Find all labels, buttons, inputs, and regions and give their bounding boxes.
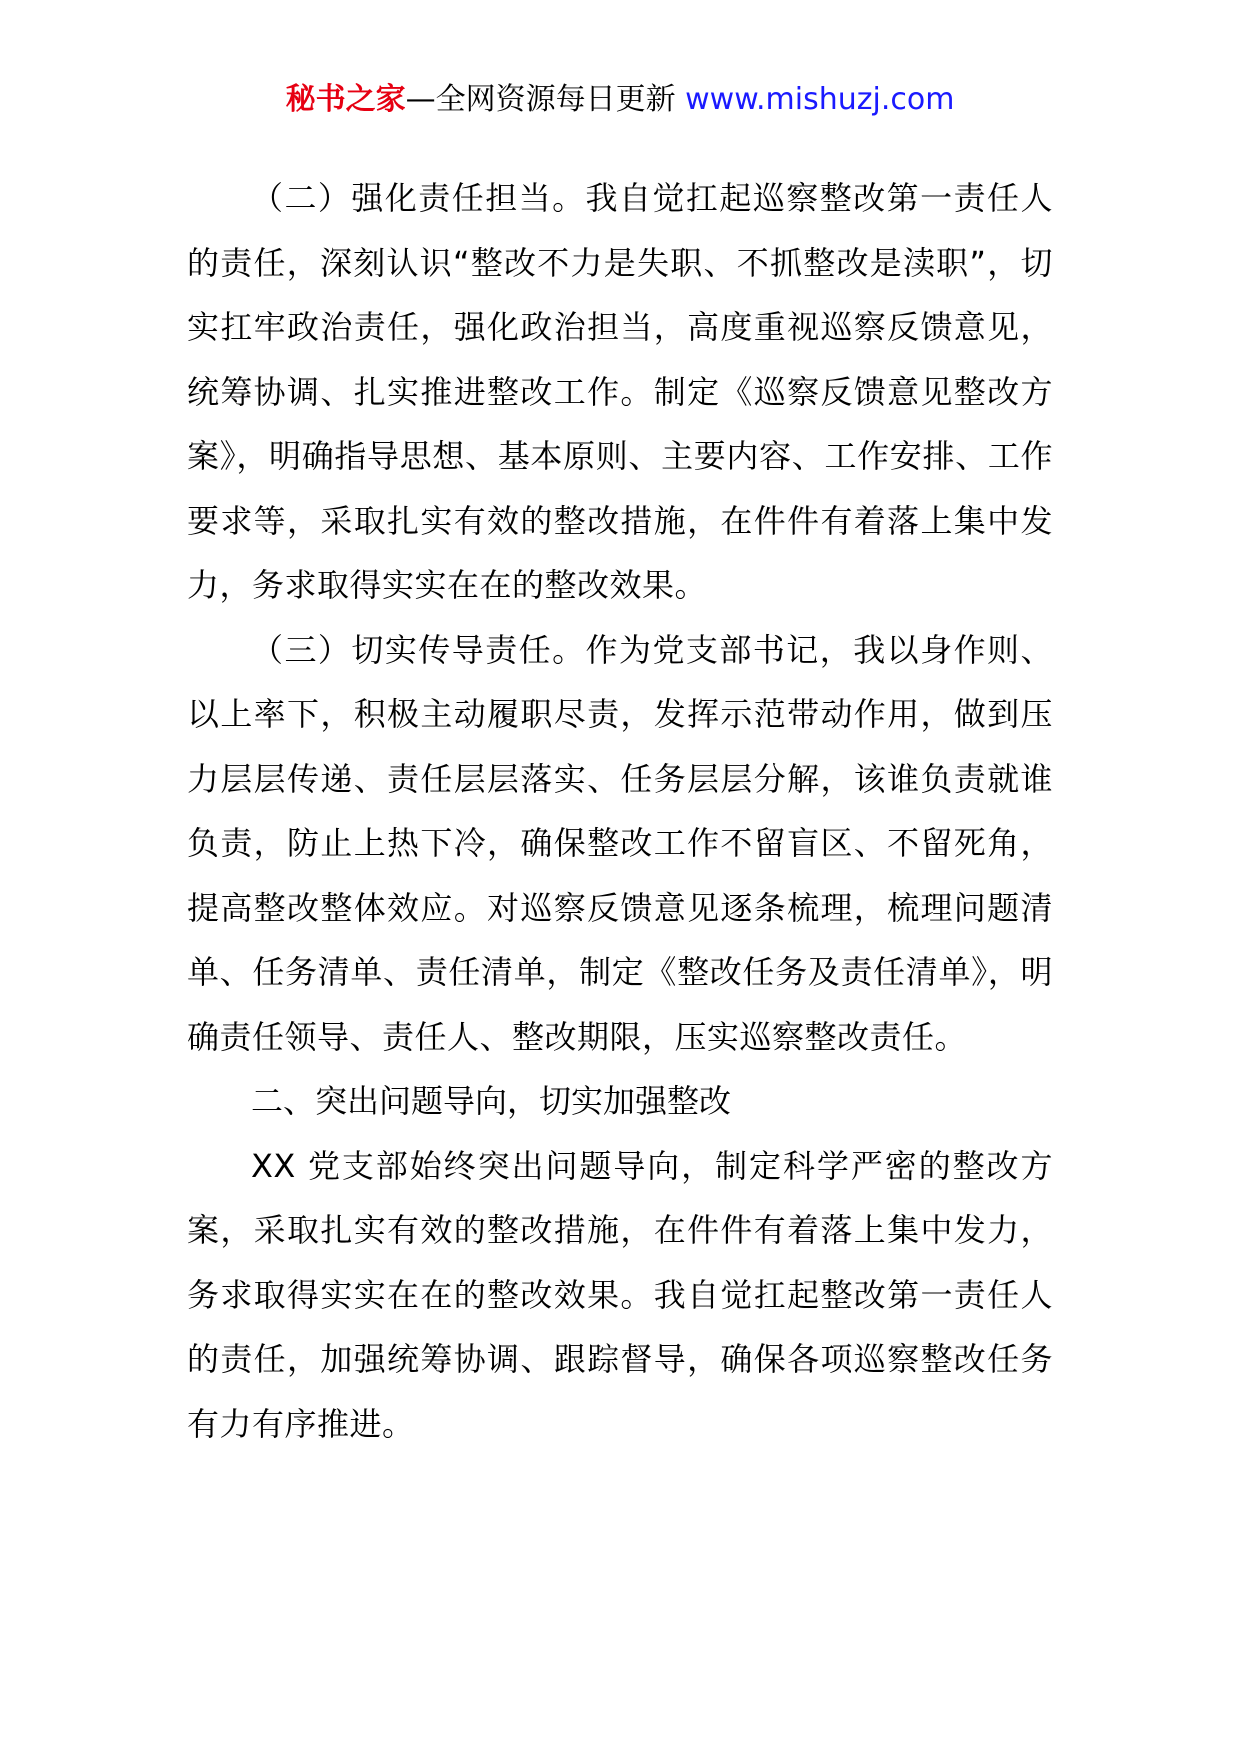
document-body xyxy=(187,166,1053,1456)
site-header xyxy=(0,78,1240,122)
paragraph-strengthen-responsibility: （二）强化责任担当。我自觉扛起巡察整改第一责任人的责任，深刻认识“整改不力是失职、不抓整改是渎职”，切实扛牢政治责任，强化政治担当，高度重视巡察反馈意见，统筹协调、扎实推进整改工作。制定《巡察反馈意见整改方案》，明确指导思想、基本原则、主要内容、工作安排、工作要求等，采取扎实有效的整改措施，在件件有着落上集中发力，务求取得实实在在的整改效果。 xyxy=(187,179,1053,604)
site-brand: 秘书之家 xyxy=(285,82,406,117)
section-heading-problem-oriented: 二、突出问题导向，切实加强整改 xyxy=(251,1082,732,1120)
site-url-link[interactable]: www.mishuzj.com xyxy=(685,82,955,117)
paragraph-problem-oriented: XX 党支部始终突出问题导向，制定科学严密的整改方案，采取扎实有效的整改措施，在件件有着落上集中发力，务求取得实实在在的整改效果。我自觉扛起整改第一责任人的责任，加强统筹协调、跟踪督导，确保各项巡察整改任务有力有序推进。 xyxy=(187,1146,1053,1443)
site-tagline: —全网资源每日更新 xyxy=(405,82,686,117)
paragraph-transmit-responsibility: （三）切实传导责任。作为党支部书记，我以身作则、以上率下，积极主动履职尽责，发挥示范带动作用，做到压力层层传递、责任层层落实、任务层层分解，该谁负责就谁负责，防止上热下冷，确保整改工作不留盲区、不留死角，提高整改整体效应。对巡察反馈意见逐条梳理，梳理问题清单、任务清单、责任清单，制定《整改任务及责任清单》，明确责任领导、责任人、整改期限，压实巡察整改责任。 xyxy=(187,630,1053,1056)
